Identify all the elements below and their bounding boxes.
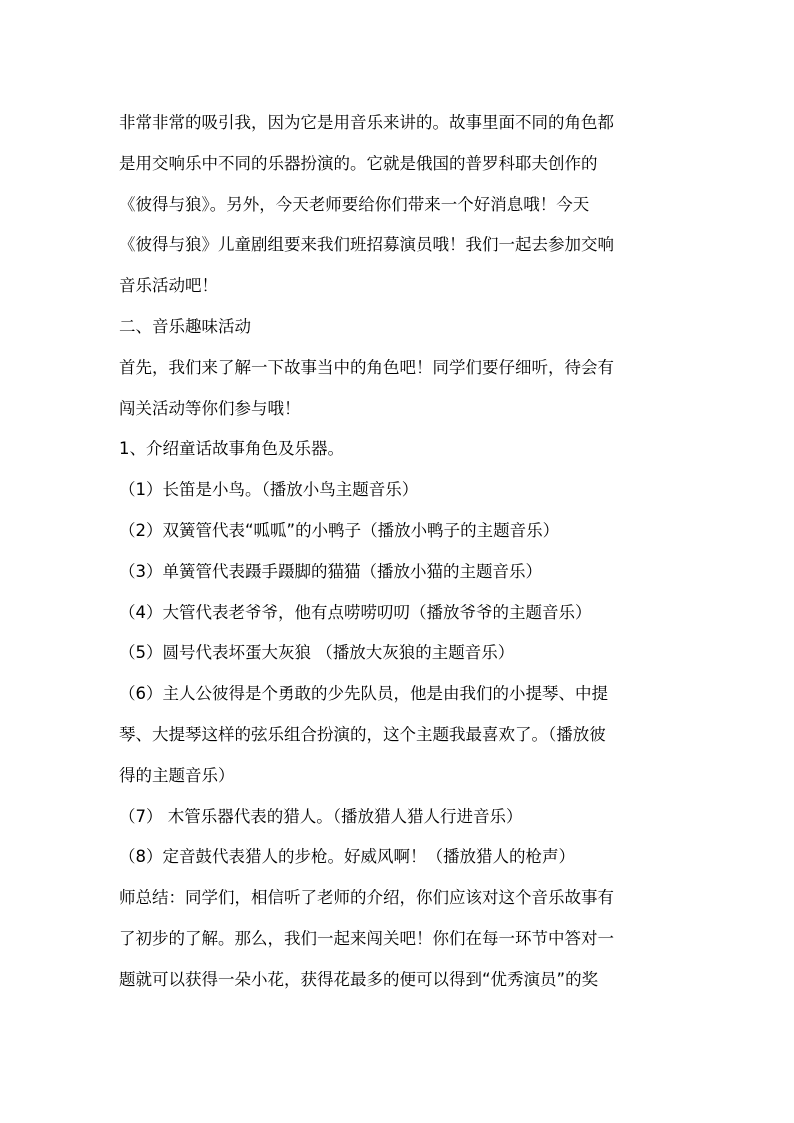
section-heading: 二、音乐趣味活动 [119,316,251,336]
text-line: 非常非常的吸引我，因为它是用音乐来讲的。故事里面不同的角色都 [119,113,614,132]
subsection-heading: 1、介绍童话故事角色及乐器。 [119,439,344,459]
list-item: （3）单簧管代表蹑手蹑脚的猫猫（播放小猫的主题音乐） [119,561,542,581]
list-item: （8）定音鼓代表猎人的步枪。好威风啊！（播放猎人的枪声） [119,847,575,867]
list-item: （1）长笛是小鸟。（播放小鸟主题音乐） [119,480,419,500]
document-body [119,103,679,1001]
list-item: （5）圆号代表坏蛋大灰狼 （播放大灰狼的主题音乐） [119,643,515,663]
text-line: 得的主题音乐） [119,765,235,785]
list-item: （7） 木管乐器代表的猎人。（播放猎人猎人行进音乐） [119,806,523,826]
text-line: 《彼得与狼》。另外，今天老师要给你们带来一个好消息哦！今天 [119,194,590,214]
text-line: 琴、大提琴这样的弦乐组合扮演的，这个主题我最喜欢了。（播放彼 [119,724,606,744]
text-line: 首先，我们来了解一下故事当中的角色吧！同学们要仔细听，待会有 [119,357,614,377]
list-item: （6）主人公彼得是个勇敢的少先队员，他是由我们的小提琴、中提 [119,684,608,704]
text-line: 师总结：同学们，相信听了老师的介绍，你们应该对这个音乐故事有 [119,888,614,908]
text-line: 是用交响乐中不同的乐器扮演的。它就是俄国的普罗科耶夫创作的 [119,153,598,173]
list-item: （2）双簧管代表“呱呱”的小鸭子（播放小鸭子的主题音乐） [119,520,560,540]
text-line: 了初步的了解。那么，我们一起来闯关吧！你们在每一环节中答对一 [119,928,614,948]
list-item: （4）大管代表老爷爷，他有点唠唠叨叨（播放爷爷的主题音乐） [119,602,592,622]
text-line: 《彼得与狼》儿童剧组要来我们班招募演员哦！我们一起去参加交响 [119,235,614,255]
text-line: 闯关活动等你们参与哦！ [119,398,301,418]
text-line: 音乐活动吧！ [119,276,218,296]
text-line: 题就可以获得一朵小花，获得花最多的便可以得到“优秀演员”的奖 [119,969,599,989]
